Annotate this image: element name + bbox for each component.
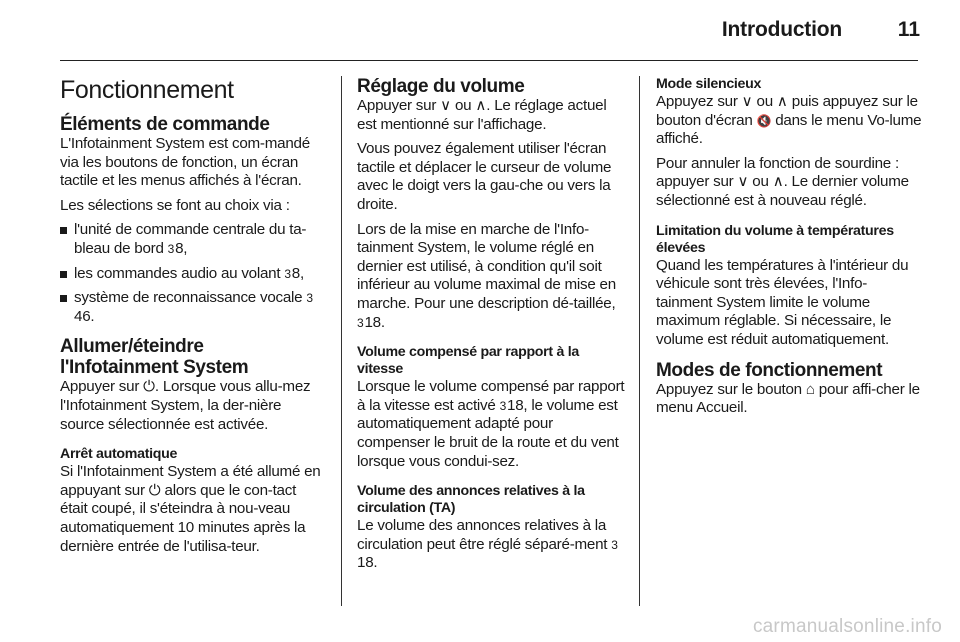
list-item-text: les commandes audio au volant	[74, 264, 281, 282]
heat-limit-heading: Limitation du volume à températures élevées	[656, 222, 894, 256]
volume-down-icon: ∨	[741, 93, 753, 110]
auto-off-heading: Arrêt automatique	[60, 446, 178, 463]
volume-down-icon: ∨	[440, 97, 451, 114]
bullet-icon	[60, 271, 67, 278]
text-run: Appuyer sur	[60, 378, 140, 396]
watermark: carmanualsonline.info	[752, 616, 942, 637]
page-ref-icon: 3	[611, 537, 618, 552]
text-run: Le volume des annonces relatives à la circulation peut être réglé séparé-ment	[357, 517, 608, 553]
page-ref: 18,	[507, 396, 528, 414]
text-run: le volume est automatiquement adapté pour compenser le bruit de la route et du vent lorsque vous condui-sez.	[357, 396, 619, 470]
text-run: ou	[454, 97, 472, 114]
text-run: Pour annuler la fonction de sourdine : appuyer sur	[656, 154, 899, 191]
page-number: 11	[897, 18, 920, 41]
text-run: . Le dernier volume sélectionné est à nouveau réglé.	[656, 173, 909, 209]
text-run: ou	[752, 173, 769, 191]
text-run: Si l'Infotainment System a été allumé en appuyant sur	[60, 463, 321, 499]
power-heading: Allumer/éteindre l'Infotainment System	[60, 336, 249, 379]
selections-list	[60, 221, 326, 326]
auto-off-paragraph	[60, 463, 326, 556]
volume-paragraph-2: Vous pouvez également utiliser l'écran tactile et déplacer le curseur de volume avec le doigt vers la gau-che ou vers la droite.	[357, 140, 612, 213]
page-ref-icon: 3	[284, 266, 291, 281]
column-2	[357, 76, 625, 612]
volume-up-icon: ∧	[776, 93, 788, 110]
text-run: Appuyez sur le bouton	[656, 380, 802, 398]
controls-paragraph: L'Infotainment System est com-mandé via les boutons de fonction, un écran tactile et les menus affichés à l'écran.	[60, 135, 310, 190]
text-run: Lorsque le volume compensé par rapport à la vitesse est activé	[357, 378, 625, 414]
speed-volume-heading: Volume compensé par rapport à la vitesse	[357, 344, 579, 378]
list-item	[60, 289, 326, 326]
selections-paragraph: Les sélections se font au choix via :	[60, 196, 290, 214]
text-run: Lors de la mise en marche de l'Info-tainment System, le volume réglé en dernier est utilisé, à condition qu'il soit inférieur au volume maximal de mise en marche. Pour une description dé-taillée,	[357, 220, 616, 312]
modes-paragraph	[656, 381, 922, 418]
page-ref-icon: 3	[306, 291, 313, 306]
page-ref-icon: 3	[499, 398, 507, 413]
page-ref-icon: 3	[167, 241, 175, 256]
list-item	[60, 265, 326, 284]
list-item	[60, 221, 326, 258]
mute-heading: Mode silencieux	[656, 76, 762, 92]
column-divider-2	[639, 76, 640, 606]
bullet-icon	[60, 295, 67, 302]
ta-volume-paragraph	[357, 517, 625, 573]
column-3	[656, 76, 922, 612]
page-ref: 8,	[175, 239, 188, 257]
page-ref: 18.	[357, 554, 378, 572]
list-item-text: l'unité de commande centrale du ta-bleau de bord	[74, 221, 307, 257]
page-header	[0, 0, 960, 62]
header-divider	[60, 60, 918, 61]
power-paragraph	[60, 378, 326, 434]
volume-up-icon: ∧	[475, 97, 487, 114]
page-ref-icon: 3	[357, 315, 364, 330]
volume-up-icon: ∧	[772, 173, 784, 191]
power-icon: ⏻	[143, 378, 155, 396]
page-ref: 46.	[74, 307, 95, 325]
power-icon: ⏻	[148, 481, 161, 499]
column-1	[60, 76, 326, 612]
mute-paragraph-1	[656, 93, 922, 149]
page-ref: 8,	[291, 264, 304, 282]
home-icon: ⌂	[805, 380, 815, 398]
bullet-icon	[60, 227, 67, 234]
text-run: ou	[756, 93, 773, 110]
volume-paragraph-1	[357, 97, 625, 134]
volume-down-icon: ∨	[737, 173, 749, 191]
text-run: . Le réglage actuel est mentionné sur l'affichage.	[357, 97, 607, 133]
heat-limit-paragraph: Quand les températures à l'intérieur du véhicule sont très élevées, l'Info-tainment System limite le volume maximum réglable. Si nécessaire, le volume est réduit automatiquement.	[656, 256, 909, 348]
section-title: Fonctionnement	[60, 76, 234, 104]
text-run: puis appuyez sur le bouton d'écran	[656, 93, 918, 129]
page-section-title: Introduction	[721, 18, 842, 41]
text-run: alors que le con-tact était coupé, il s'éteindra à nou-veau automatiquement 10 minutes après la dernière entrée de l'utilisa-teur.	[60, 481, 306, 555]
list-item-text: système de reconnaissance vocale	[74, 289, 303, 307]
volume-paragraph-3	[357, 221, 625, 333]
ta-volume-heading: Volume des annonces relatives à la circulation (TA)	[357, 483, 585, 517]
speed-volume-paragraph	[357, 378, 625, 471]
text-run: pour affi-cher le menu Accueil.	[656, 380, 920, 417]
mute-icon: 🔇	[756, 113, 772, 128]
mute-paragraph-2	[656, 155, 922, 211]
text-run: . Lorsque vous allu-mez l'Infotainment System, la der-nière source sélectionnée est activée.	[60, 378, 311, 433]
page-ref: 18.	[364, 313, 385, 331]
text-run: dans le menu Vo-lume affiché.	[656, 111, 922, 148]
modes-heading: Modes de fonctionnement	[656, 359, 883, 381]
text-run: Appuyer sur	[357, 97, 437, 114]
text-run: Appuyez sur	[656, 93, 738, 110]
controls-heading: Éléments de commande	[60, 114, 270, 135]
volume-heading: Réglage du volume	[357, 76, 525, 97]
column-divider-1	[341, 76, 342, 606]
